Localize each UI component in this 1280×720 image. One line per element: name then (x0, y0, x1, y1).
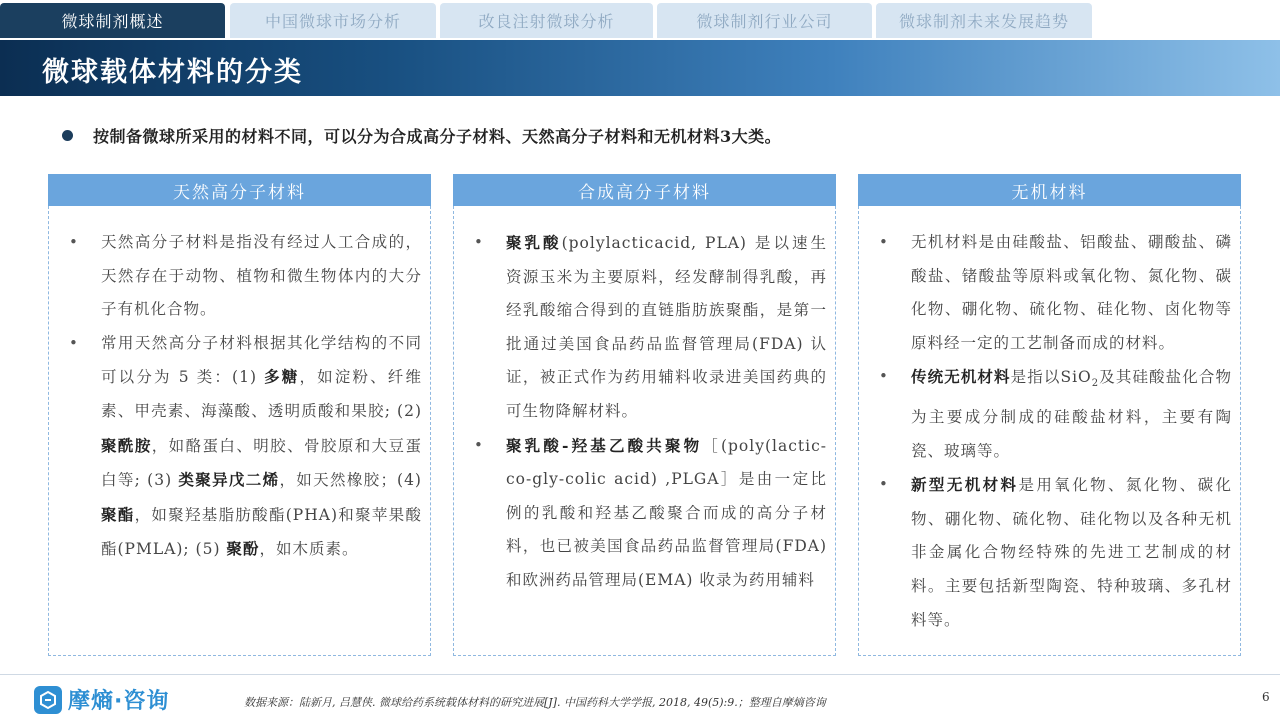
intro-text: 按制备微球所采用的材料不同，可以分为合成高分子材料、天然高分子材料和无机材料3大类。 (93, 127, 782, 146)
page-number: 6 (1262, 690, 1270, 704)
tab-overview[interactable]: 微球制剂概述 (0, 3, 225, 38)
column-natural-polymer (48, 174, 431, 656)
tab-improved-injection[interactable]: 改良注射微球分析 (440, 3, 653, 38)
bullet-list (474, 226, 827, 598)
keyword: 新型无机材料 (911, 475, 1019, 495)
logo-icon (34, 686, 62, 714)
keyword: 聚乳酸 (506, 233, 562, 252)
keyword: 传统无机材料 (911, 367, 1011, 387)
bullet-list (879, 226, 1232, 637)
column-header: 天然高分子材料 (48, 174, 431, 206)
column-header: 合成高分子材料 (453, 174, 836, 206)
list-item: • 聚乳酸-羟基乙酸共聚物［(poly(lactic-co-gly-colic acid) ,PLGA］是由一定比例的乳酸和羟基乙酸聚合而成的高分子材料，也已被美国食品药品监督管理局(FDA) 和欧洲药品管理局(EMA) 收录为药用辅料 (474, 429, 827, 598)
tab-future-trends[interactable]: 微球制剂未来发展趋势 (876, 3, 1092, 38)
column-body (48, 206, 431, 656)
bullet-dot-icon (62, 130, 73, 141)
column-inorganic (858, 174, 1241, 656)
brand-logo (34, 684, 169, 715)
column-body (453, 206, 836, 656)
list-item: • 无机材料是由硅酸盐、铝酸盐、硼酸盐、磷酸盐、锗酸盐等原料或氧化物、氮化物、碳化物、硼化物、硫化物、硅化物、卤化物等原料经一定的工艺制备而成的材料。 (879, 226, 1232, 360)
keyword: 多糖 (264, 367, 300, 387)
logo-text: 摩熵·咨询 (68, 689, 170, 714)
list-item: • 新型无机材料是用氧化物、氮化物、碳化物、硼化物、硫化物、硅化物以及各种无机非金属化合物经特殊的先进工艺制成的材料。主要包括新型陶瓷、特种玻璃、多孔材料等。 (879, 468, 1232, 637)
list-item: • 天然高分子材料是指没有经过人工合成的，天然存在于动物、植物和微生物体内的大分子有机化合物。 (69, 226, 422, 327)
tab-industry-companies[interactable]: 微球制剂行业公司 (657, 3, 872, 38)
list-item: • 常用天然高分子材料根据其化学结构的不同可以分为 5 类：(1) 多糖，如淀粉、纤维素、甲壳素、海藻酸、透明质酸和果胶; (2) 聚酰胺，如酪蛋白、明胶、骨胶原和大豆蛋白等; (3) 类聚异戊二烯，如天然橡胶；(4) 聚酯，如聚羟基脂肪酸酯(PHA)和聚苹果酸酯(PMLA); (5) 聚酚，如木质素。 (69, 327, 422, 567)
keyword: 聚酚 (226, 539, 260, 559)
intro (62, 124, 781, 147)
section-tabs (0, 0, 1280, 40)
bullet-list (69, 226, 422, 567)
page-title: 微球载体材料的分类 (42, 57, 303, 88)
list-item: • 聚乳酸(polylacticacid, PLA) 是以速生资源玉米为主要原料，经发酵制得乳酸，再经乳酸缩合得到的直链脂肪族聚酯，是第一批通过美国食品药品监督管理局(FDA) 认证，被正式作为药用辅料收录进美国药典的可生物降解材料。 (474, 226, 827, 429)
list-item: • 传统无机材料是指以SiO$_2$及其硅酸盐化合物为主要成分制成的硅酸盐材料，主要有陶瓷、玻璃等。 (879, 360, 1232, 468)
column-header: 无机材料 (858, 174, 1241, 206)
column-body (858, 206, 1241, 656)
keyword: 聚乳酸-羟基乙酸共聚物 (506, 435, 703, 455)
footer-divider (0, 674, 1280, 675)
keyword: 聚酯 (101, 504, 135, 524)
tab-china-market[interactable]: 中国微球市场分析 (230, 3, 436, 38)
data-source-note: 数据来源：陆新月, 吕慧侠. 微球给药系统载体材料的研究进展[J]. 中国药科大学学报, 2018, 49(5):9.；整理自摩熵咨询 (244, 696, 826, 709)
keyword: 聚酰胺 (101, 435, 152, 455)
keyword: 类聚异戊二烯 (178, 470, 280, 490)
title-banner (0, 40, 1280, 96)
column-synthetic-polymer (453, 174, 836, 656)
